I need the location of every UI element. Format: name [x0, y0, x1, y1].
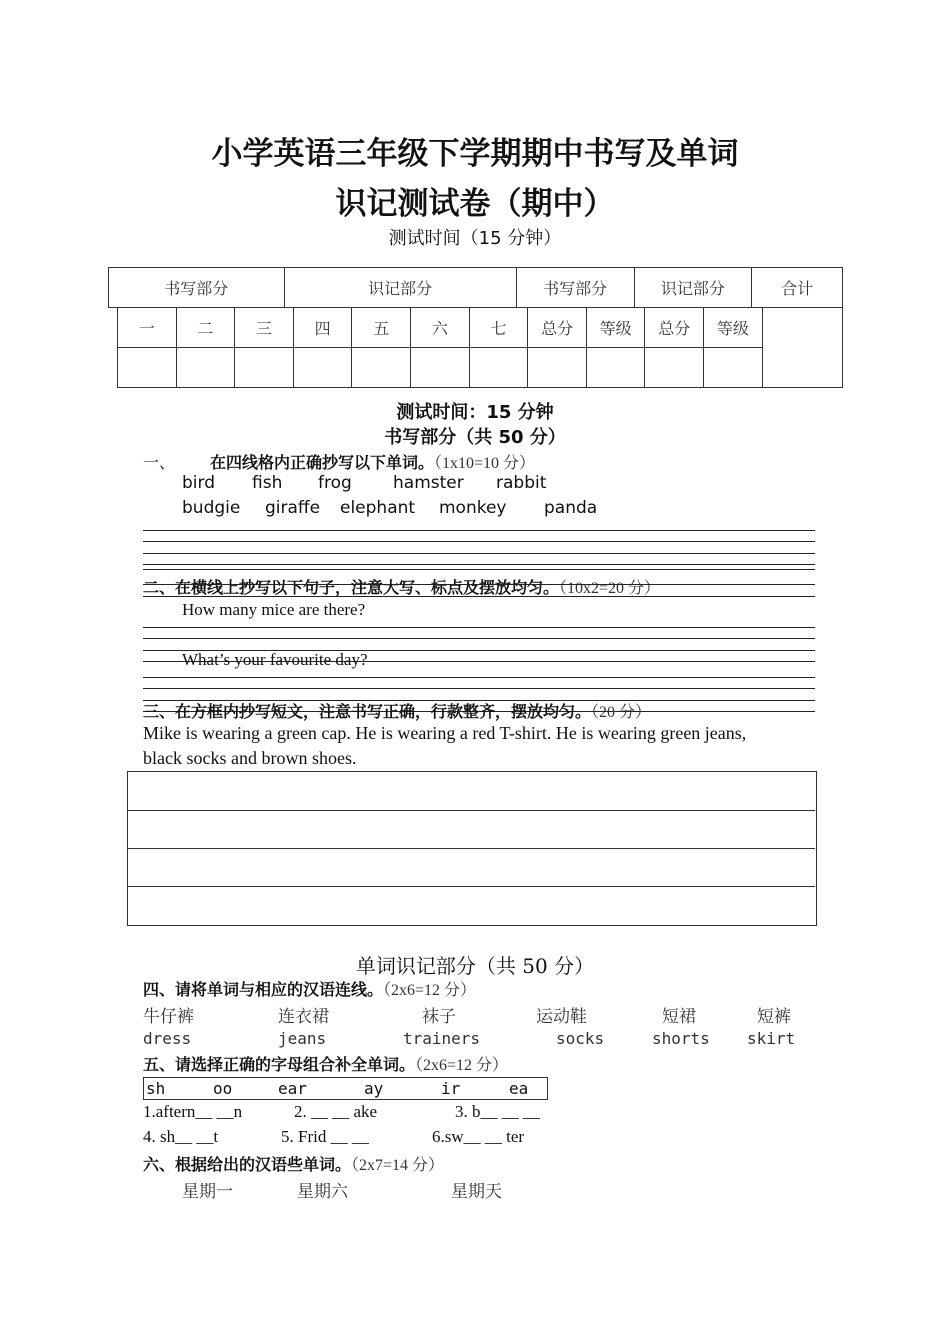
writing-line: [143, 677, 815, 678]
sentence-1: How many mice are there?: [182, 600, 366, 619]
fill-item[interactable]: 6.sw__ __ ter: [432, 1127, 525, 1146]
word: bird: [182, 473, 215, 493]
score-table-groups: [108, 267, 843, 308]
score-cell[interactable]: [528, 348, 587, 388]
q6-instruction: [143, 1152, 444, 1175]
fill-item[interactable]: 4. sh__ __t: [143, 1127, 219, 1146]
score-cell[interactable]: [586, 348, 645, 388]
group-memory-2: 识记部分: [634, 268, 752, 308]
passage-line-2: black socks and brown shoes.: [143, 748, 357, 768]
chinese-word[interactable]: 牛仔裤: [143, 1007, 194, 1027]
q1-number: 一、: [143, 453, 176, 472]
q1-text: 在四线格内正确抄写以下单词。: [210, 453, 435, 472]
word: fish: [252, 473, 283, 493]
col-header: 三: [235, 308, 294, 348]
chinese-word[interactable]: 运动鞋: [536, 1007, 587, 1027]
chinese-word[interactable]: 连衣裙: [278, 1007, 329, 1027]
word: monkey: [439, 498, 507, 518]
col-header: 总分: [528, 308, 587, 348]
score-cell[interactable]: [469, 348, 528, 388]
writing-line: [143, 564, 815, 565]
q4-text: 四、请将单词与相应的汉语连线。: [143, 980, 384, 999]
section-time: 测试时间：15 分钟: [396, 402, 554, 423]
writing-line: [143, 541, 815, 542]
box-row-line: [127, 886, 815, 887]
letter-option: ear: [278, 1079, 307, 1098]
q1-points: （1x10=10 分）: [434, 455, 536, 472]
total-score-cell[interactable]: [762, 308, 842, 388]
section-writing-title: 书写部分（共 50 分）: [384, 427, 566, 448]
word: rabbit: [496, 473, 547, 493]
score-cell[interactable]: [293, 348, 352, 388]
score-cell[interactable]: [704, 348, 763, 388]
q5-points: （2x6=12 分）: [415, 1057, 509, 1074]
col-header: 五: [352, 308, 411, 348]
word: giraffe: [265, 498, 321, 518]
q3-text: 三、在方框内抄写短文，注意书写正确，行款整齐，摆放均匀。: [143, 702, 592, 721]
writing-line: [143, 584, 815, 585]
day-prompt: 星期六: [297, 1182, 348, 1202]
chinese-word[interactable]: 袜子: [422, 1007, 456, 1027]
letter-option: ea: [509, 1079, 529, 1098]
letter-option: ir: [441, 1079, 461, 1098]
english-word[interactable]: shorts: [652, 1029, 710, 1048]
passage-line-1: Mike is wearing a green cap. He is wearing a red T-shirt. He is wearing green jeans,: [143, 723, 747, 743]
day-prompt: 星期天: [451, 1182, 502, 1202]
english-word[interactable]: jeans: [278, 1029, 327, 1048]
score-cell[interactable]: [118, 348, 177, 388]
chinese-word[interactable]: 短裤: [757, 1007, 791, 1027]
score-cell[interactable]: [645, 348, 704, 388]
score-cell[interactable]: [352, 348, 411, 388]
col-header: 六: [411, 308, 470, 348]
score-table: [117, 307, 843, 388]
fill-item[interactable]: 1.aftern__ __n: [143, 1102, 243, 1121]
fill-item[interactable]: 5. Frid __ __: [281, 1127, 369, 1146]
word: panda: [544, 498, 598, 518]
fill-item[interactable]: 3. b__ __ __: [455, 1102, 540, 1121]
letter-option: sh: [146, 1079, 166, 1098]
score-cell[interactable]: [411, 348, 470, 388]
group-memory-1: 识记部分: [284, 268, 516, 308]
q3-instruction: [143, 699, 651, 722]
box-row-line: [127, 848, 815, 849]
col-header: 二: [176, 308, 235, 348]
q6-points: （2x7=14 分）: [351, 1157, 445, 1174]
word: hamster: [393, 473, 464, 493]
col-header: 等级: [704, 308, 763, 348]
col-header: 四: [293, 308, 352, 348]
sentence-2: What’s your favourite day?: [182, 650, 368, 669]
word: elephant: [340, 498, 416, 518]
english-word[interactable]: skirt: [747, 1029, 796, 1048]
writing-line: [143, 553, 815, 554]
writing-line: [143, 627, 815, 628]
page-title-line2: 识记测试卷（期中）: [335, 186, 615, 222]
letter-options-box: [143, 1077, 548, 1100]
chinese-word[interactable]: 短裙: [662, 1007, 696, 1027]
writing-line: [143, 569, 815, 570]
writing-line: [143, 688, 815, 689]
writing-line: [143, 596, 815, 597]
letter-option: ay: [364, 1079, 384, 1098]
q2-points: （10x2=20 分）: [559, 580, 661, 597]
box-row-line: [127, 810, 815, 811]
q6-text: 六、根据给出的汉语些单词。: [143, 1155, 352, 1174]
score-cell[interactable]: [235, 348, 294, 388]
fill-item[interactable]: 2. __ __ ake: [294, 1102, 378, 1121]
test-time: 测试时间（15 分钟）: [388, 228, 562, 249]
q5-instruction: [143, 1052, 508, 1075]
col-header: 七: [469, 308, 528, 348]
score-cell[interactable]: [176, 348, 235, 388]
english-word[interactable]: trainers: [403, 1029, 481, 1048]
group-total: 合计: [752, 268, 843, 308]
q1-instruction: [210, 450, 535, 473]
writing-line: [143, 530, 815, 531]
group-writing-1: 书写部分: [109, 268, 285, 308]
word: budgie: [182, 498, 241, 518]
letter-option: oo: [213, 1079, 233, 1098]
col-header: 总分: [645, 308, 704, 348]
day-prompt: 星期一: [182, 1182, 233, 1202]
q2-text: 二、在横线上抄写以下句子，注意大写、标点及摆放均匀。: [143, 578, 560, 597]
vocab-heading: 单词识记部分（共 50 分）: [355, 954, 595, 978]
english-word[interactable]: dress: [143, 1029, 192, 1048]
q3-points: （20 分）: [591, 704, 652, 721]
col-header: 等级: [586, 308, 645, 348]
col-header: 一: [118, 308, 177, 348]
q5-text: 五、请选择正确的字母组合补全单词。: [143, 1055, 416, 1074]
q2-instruction: [143, 575, 660, 598]
english-word[interactable]: socks: [556, 1029, 605, 1048]
writing-line: [143, 638, 815, 639]
group-writing-2: 书写部分: [516, 268, 634, 308]
page-title: 小学英语三年级下学期期中书写及单词: [211, 136, 739, 172]
word: frog: [318, 473, 352, 493]
q4-points: （2x6=12 分）: [383, 982, 477, 999]
q4-instruction: [143, 977, 476, 1000]
